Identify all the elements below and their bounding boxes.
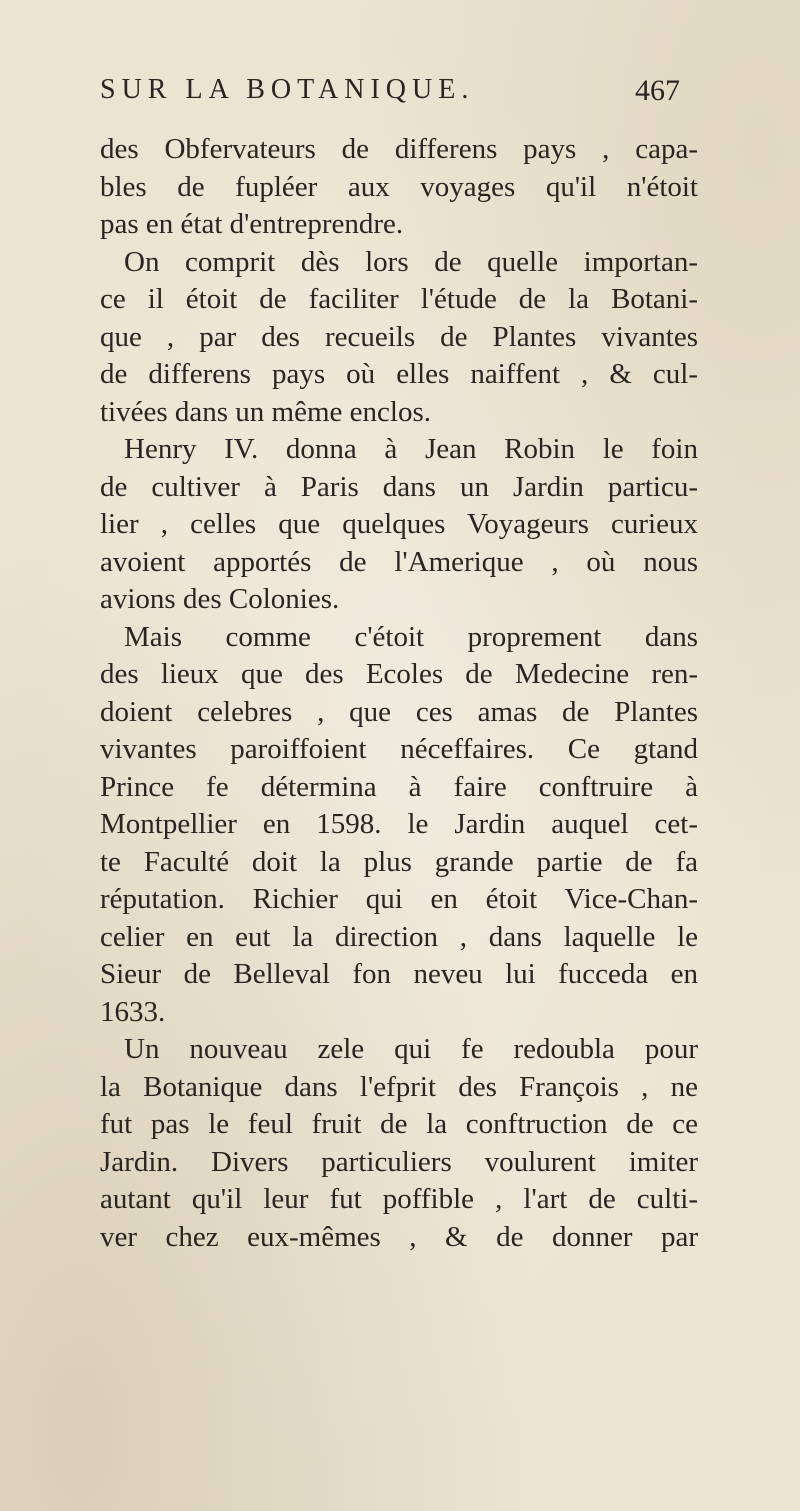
text-line: des Obfervateurs de differens pays , capa- xyxy=(100,133,698,165)
text-line: doient celebres , que ces amas de Plantes xyxy=(100,695,698,728)
text-line: avions des Colonies. xyxy=(100,583,340,615)
text-line: Sieur de Belleval fon neveu lui fucceda en xyxy=(100,958,698,990)
body-text xyxy=(100,131,698,1256)
text-line: bles de fupléer aux voyages qu'il n'étoit xyxy=(100,170,698,203)
text-line: ce il étoit de faciliter l'étude de la Botani- xyxy=(100,283,698,315)
text-line: Henry IV. donna à Jean Robin le foin xyxy=(124,433,698,465)
text-line: vivantes paroiffoient néceffaires. Ce gtand xyxy=(100,733,698,765)
text-line: celier en eut la direction , dans laquelle le xyxy=(100,920,698,953)
text-line: que , par des recueils de Plantes vivantes xyxy=(100,320,698,353)
text-line: ver chez eux-mêmes , & de donner par xyxy=(100,1220,698,1253)
page-number: 467 xyxy=(635,74,680,107)
text-line: On comprit dès lors de quelle importan- xyxy=(124,245,698,278)
text-line: Prince fe détermina à faire conftruire à xyxy=(100,770,698,803)
text-line: te Faculté doit la plus grande partie de fa xyxy=(100,845,698,878)
text-line: pas en état d'entreprendre. xyxy=(100,208,404,240)
text-line: Un nouveau zele qui fe redoubla pour xyxy=(124,1033,698,1065)
text-line: la Botanique dans l'efprit des François , ne xyxy=(100,1070,698,1103)
text-line: autant qu'il leur fut poffible , l'art de culti- xyxy=(100,1183,698,1215)
text-line: de cultiver à Paris dans un Jardin particu- xyxy=(100,470,698,503)
text-line: tivées dans un même enclos. xyxy=(100,395,431,428)
text-line: Montpellier en 1598. le Jardin auquel cet- xyxy=(100,808,698,840)
running-title: SUR LA BOTANIQUE. xyxy=(100,74,475,105)
text-line: lier , celles que quelques Voyageurs curieux xyxy=(100,508,698,540)
text-line: de differens pays où elles naiffent , & cul- xyxy=(100,358,698,390)
text-line: Mais comme c'étoit proprement dans xyxy=(124,620,698,653)
text-line: Jardin. Divers particuliers voulurent imiter xyxy=(100,1145,698,1178)
text-line: réputation. Richier qui en étoit Vice-Chan- xyxy=(100,883,698,915)
text-line: 1633. xyxy=(100,995,166,1028)
text-line: avoient apportés de l'Amerique , où nous xyxy=(100,545,698,578)
text-line: des lieux que des Ecoles de Medecine ren- xyxy=(100,658,698,690)
text-line: fut pas le feul fruit de la conftruction de ce xyxy=(100,1108,698,1140)
running-head xyxy=(100,74,680,114)
